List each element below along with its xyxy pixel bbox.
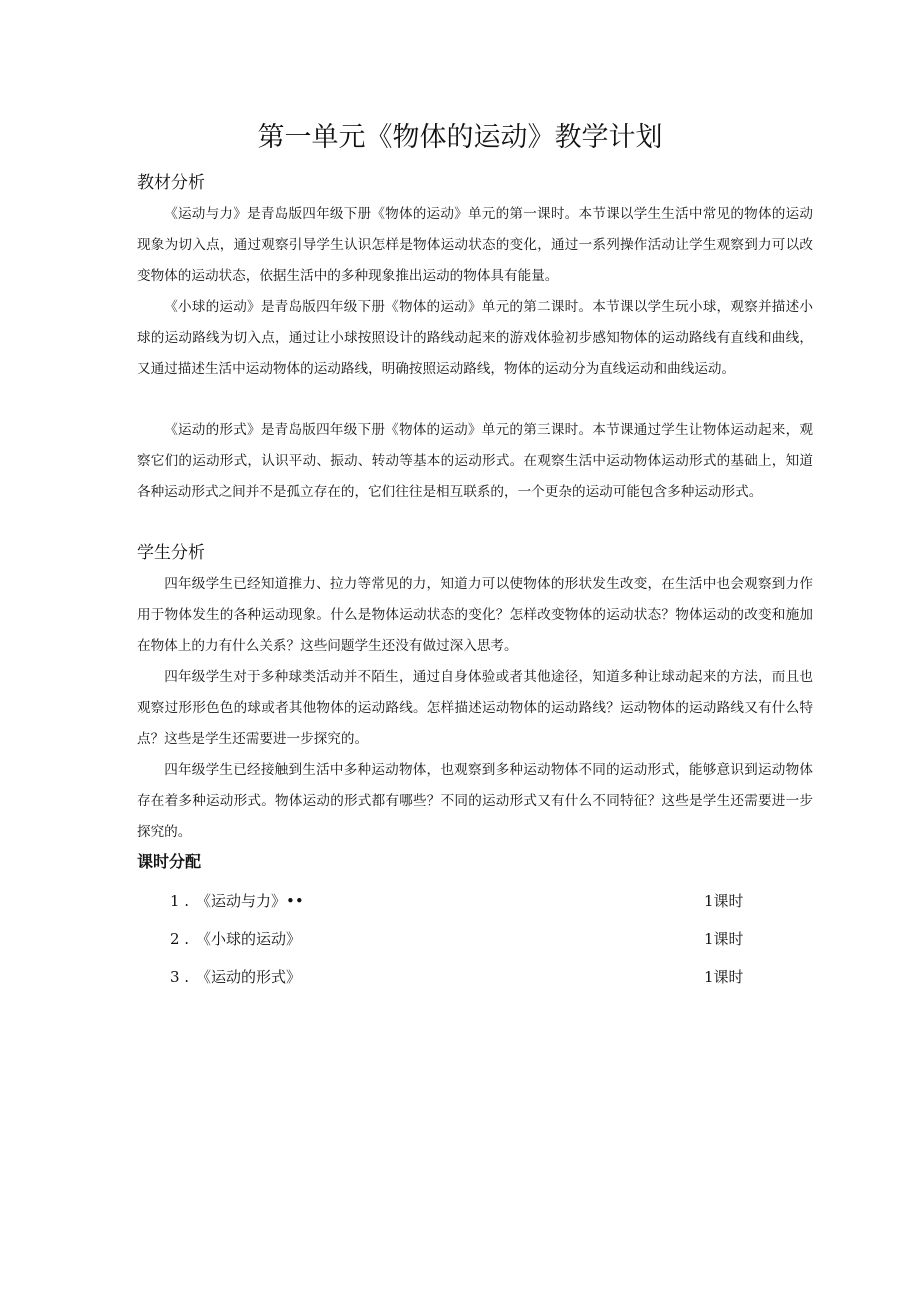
paragraph-students-3: 四年级学生已经接触到生活中多种运动物体，也观察到多种运动物体不同的运动形式，能够意识到运动物体存在着多种运动形式。物体运动的形式都有哪些？不同的运动形式又有什么不同特征？这些是学生还需要进一步探究的。: [137, 762, 813, 840]
paragraph-textbook-1: 《运动与力》是青岛版四年级下册《物体的运动》单元的第一课时。本节课以学生生活中常见的物体的运动现象为切入点，通过观察引导学生认识怎样是物体运动状态的变化，通过一系列操作活动让学生观察到力可以改变物体的运动状态，依据生活中的多种现象推出运动的物体具有能量。: [137, 206, 813, 284]
schedule-row-hours: 1课时: [704, 930, 744, 948]
schedule-row-hours: 1课时: [704, 892, 744, 910]
schedule-row-hours: 1课时: [704, 968, 744, 986]
section-heading-lesson-allocation: 课时分配: [137, 852, 202, 871]
section-heading-student-analysis: 学生分析: [137, 543, 205, 563]
schedule-row-lesson-name: 《小球的运动》: [196, 930, 302, 948]
schedule-row-number: 1 .: [170, 892, 190, 910]
paragraph-students-2: 四年级学生对于多种球类活动并不陌生，通过自身体验或者其他途径，知道多种让球动起来的方法，而且也观察过形形色色的球或者其他物体的运动路线。怎样描述运动物体的运动路线？运动物体的运动路线又有什么特点？这些是学生还需要进一步探究的。: [137, 669, 813, 747]
schedule-row: [0, 889, 920, 913]
schedule-row-lesson-name: 《运动与力》••: [196, 892, 304, 910]
paragraph-textbook-2: 《小球的运动》是青岛版四年级下册《物体的运动》单元的第二课时。本节课以学生玩小球，观察并描述小球的运动路线为切入点，通过让小球按照设计的路线动起来的游戏体验初步感知物体的运动路线有直线和曲线，又通过描述生活中运动物体的运动路线，明确按照运动路线，物体的运动分为直线运动和曲线运动。: [137, 299, 813, 377]
document-title: 第一单元《物体的运动》教学计划: [257, 122, 663, 153]
schedule-row: [0, 927, 920, 951]
schedule-row-number: 2 .: [170, 930, 190, 948]
section-heading-textbook-analysis: 教材分析: [137, 173, 205, 193]
paragraph-students-1: 四年级学生已经知道推力、拉力等常见的力，知道力可以使物体的形状发生改变，在生活中也会观察到力作用于物体发生的各种运动现象。什么是物体运动状态的变化？怎样改变物体的运动状态？物体运动的改变和施加在物体上的力有什么关系？这些问题学生还没有做过深入思考。: [137, 576, 813, 654]
schedule-row-lesson-name: 《运动的形式》: [196, 968, 302, 986]
schedule-row-number: 3 .: [170, 968, 190, 986]
paragraph-textbook-3: 《运动的形式》是青岛版四年级下册《物体的运动》单元的第三课时。本节课通过学生让物体运动起来，观察它们的运动形式，认识平动、振动、转动等基本的运动形式。在观察生活中运动物体运动形式的基础上，知道各种运动形式之间并不是孤立存在的，它们往往是相互联系的，一个更杂的运动可能包含多种运动形式。: [137, 422, 813, 500]
schedule-row: [0, 965, 920, 989]
